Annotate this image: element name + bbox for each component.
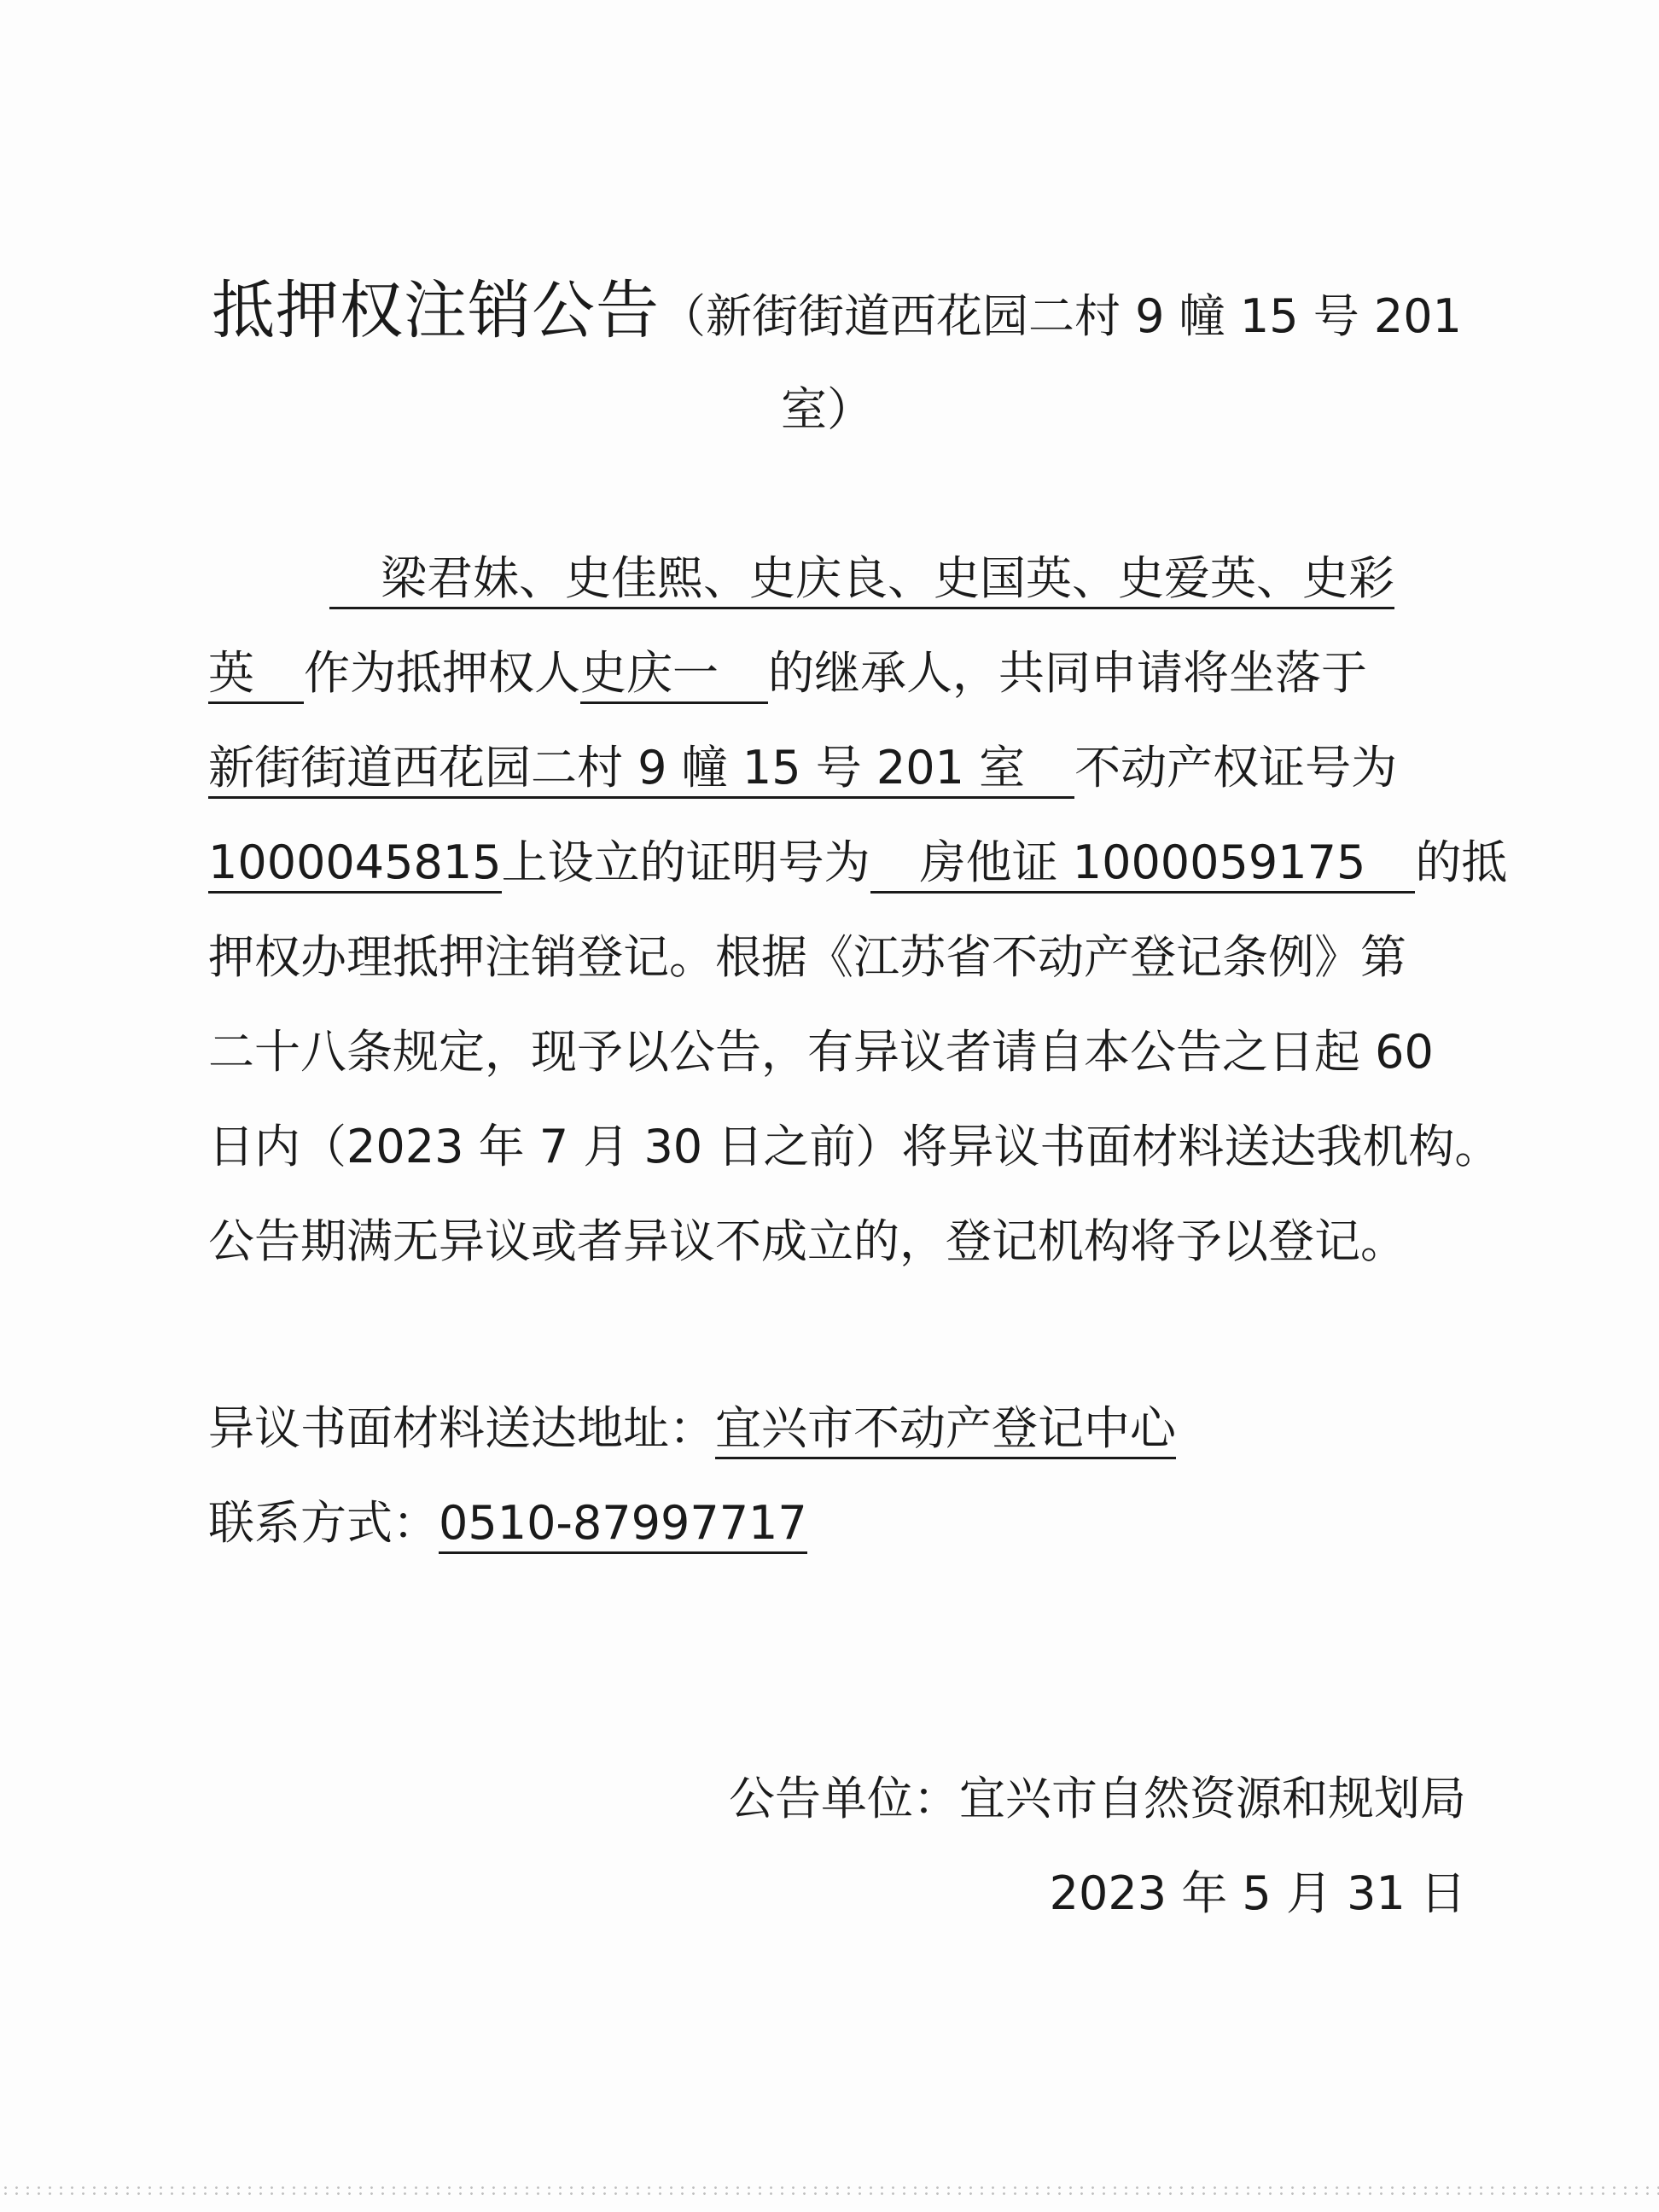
text-cert-no-is: 不动产权证号为 (1074, 741, 1398, 795)
body-line-8: 公告期满无异议或者异议不成立的，登记机构将予以登记。 (208, 1214, 1406, 1268)
text-heirs-apply: 的继承人，共同申请将坐落于 (768, 646, 1367, 700)
objection-address-label: 异议书面材料送达地址： (208, 1401, 715, 1455)
body-line-1 (329, 531, 1394, 626)
contact-phone-label: 联系方式： (208, 1496, 439, 1550)
title-subtitle-continued: 室） (781, 382, 873, 436)
body-line-7: 日内（2023 年 7 月 30 日之前）将异议书面材料送达我机构。 (208, 1120, 1501, 1173)
objection-address-value: 宜兴市不动产登记中心 (715, 1401, 1176, 1459)
contact-phone-value: 0510-87997717 (439, 1496, 807, 1554)
property-address: 新街街道西花园二村 9 幢 15 号 201 室 (208, 741, 1074, 799)
body-line-5: 押权办理抵押注销登记。根据《江苏省不动产登记条例》第 (208, 930, 1406, 984)
text-proof-no-is: 上设立的证明号为 (501, 835, 870, 889)
property-cert-number: 1000045815 (208, 835, 502, 894)
heirs-names: 梁君妹、史佳熙、史庆良、史国英、史爱英、史彩 (329, 551, 1394, 609)
notice-date: 2023 年 5 月 31 日 (1049, 1866, 1466, 1920)
scan-noise (0, 2185, 1659, 2197)
body-line-2 (208, 626, 1367, 720)
heirs-names-end: 英 (208, 646, 304, 704)
proof-number: 房他证 1000059175 (870, 835, 1416, 894)
title-subtitle: （新街街道西花园二村 9 幢 15 号 201 (660, 289, 1462, 343)
mortgagee-name: 史庆一 (580, 646, 768, 704)
body-line-4 (208, 815, 1507, 910)
contact-phone-row (208, 1476, 807, 1570)
objection-address-row (208, 1381, 1176, 1476)
text-of-mortgage: 的抵 (1415, 835, 1508, 889)
text-as-mortgagee: 作为抵押权人 (304, 646, 580, 700)
title-main: 抵押权注销公告 (212, 274, 660, 347)
body-line-3 (208, 720, 1397, 815)
body-line-6: 二十八条规定，现予以公告，有异议者请自本公告之日起 60 (208, 1025, 1434, 1079)
issuer: 公告单位：宜兴市自然资源和规划局 (729, 1772, 1466, 1825)
